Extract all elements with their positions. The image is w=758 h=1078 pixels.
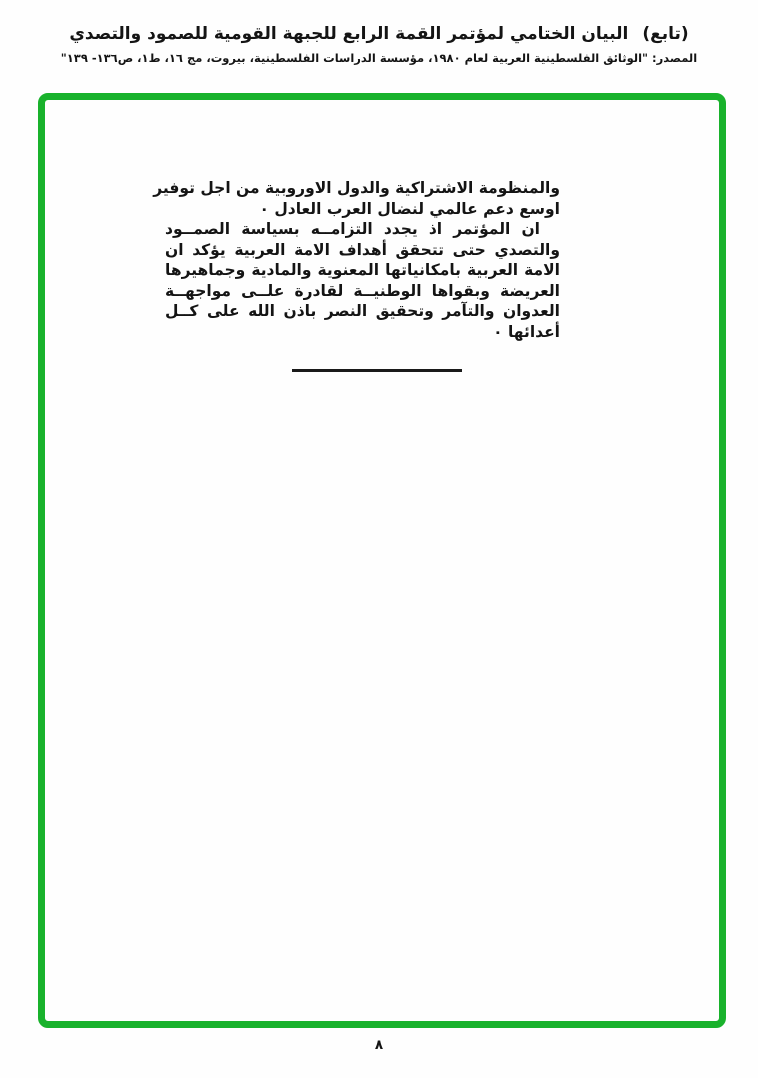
body-text-line: أعدائها ٠	[493, 322, 560, 341]
body-text-line: اوسع دعم عالمي لنضال العرب العادل ٠	[259, 199, 560, 218]
body-text-line: ان المؤتمر اذ يجدد التزامــه بسياسة الصمــود	[165, 220, 540, 238]
source-citation: المصدر: "الوثائق الفلسطينية العربية لعام ١٩٨٠، مؤسسة الدراسات الفلسطينية، بيروت، مج ١٦، ط١، ص١٣٦- ١٣٩"	[60, 51, 698, 65]
continuation-label: (تابع)	[642, 24, 689, 44]
body-text-line: الامة العربية بامكانياتها المعنوية والمادية وجماهيرها	[165, 261, 560, 279]
page-number: ٨	[374, 1037, 384, 1053]
document-title: البيان الختامي لمؤتمر القمة الرابع للجبهة القومية للصمود والتصدي	[69, 24, 629, 44]
body-text-line: العريضة وبقواها الوطنيــة لقادرة علــى مواجهــة	[165, 281, 560, 300]
body-text-line: والتصدي حتى تتحقق أهداف الامة العربية يؤكد ان	[165, 240, 560, 259]
body-text-block	[153, 178, 560, 342]
section-divider-rule	[292, 369, 462, 372]
page-header	[0, 24, 758, 65]
document-title-line	[0, 24, 758, 44]
body-text-line: والمنظومة الاشتراكية والدول الاوروبية من اجل توفير	[153, 179, 560, 197]
body-text-line: العدوان والتآمر وتحقيق النصر باذن الله على كــل	[165, 302, 560, 320]
